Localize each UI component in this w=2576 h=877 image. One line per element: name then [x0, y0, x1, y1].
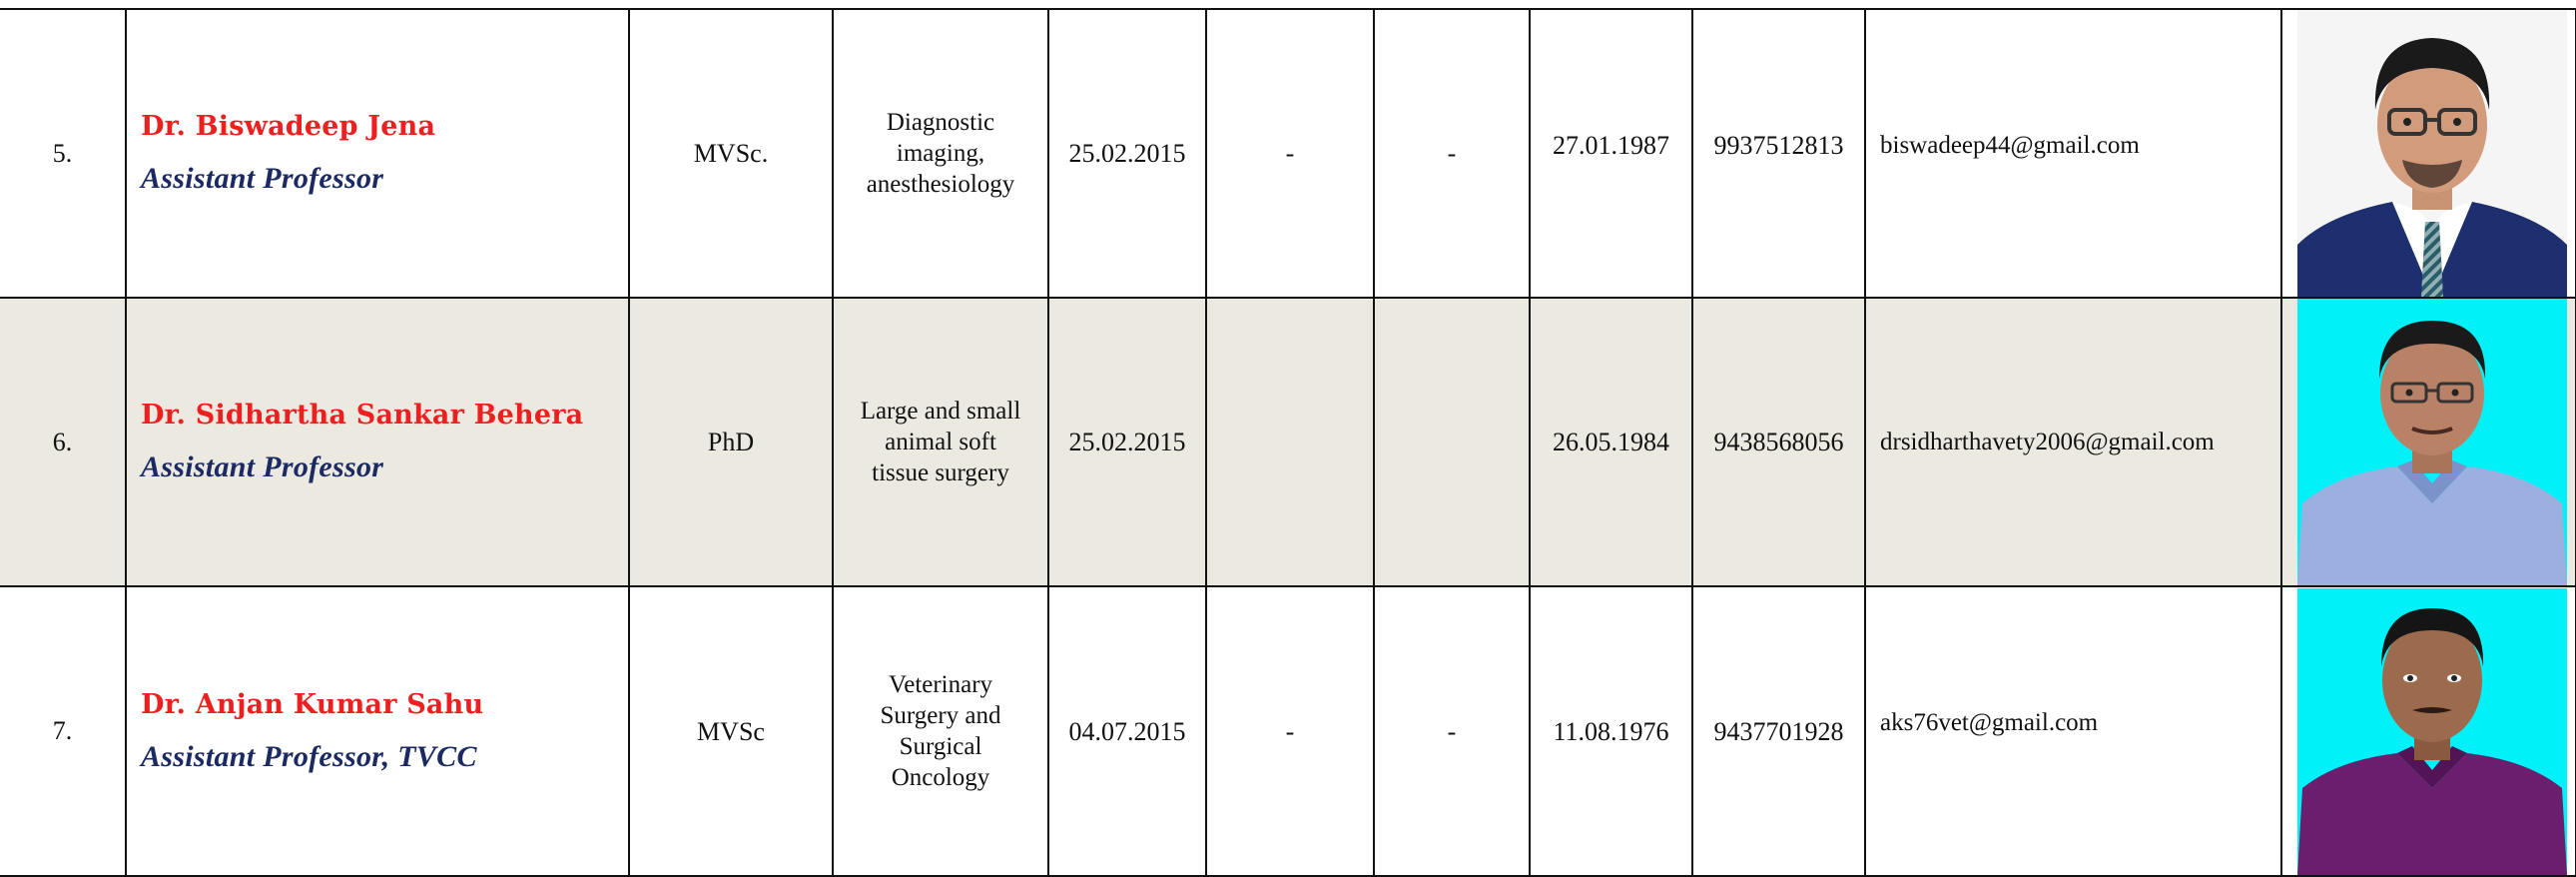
- photo-cell: [2281, 9, 2576, 298]
- serial-number-cell: [0, 9, 126, 298]
- portrait-image: [2297, 299, 2567, 585]
- serial-number: 5.: [52, 138, 73, 168]
- specialization-line: imaging,: [896, 140, 985, 167]
- column-6-cell: [1206, 586, 1374, 876]
- column-7-cell: [1374, 9, 1530, 298]
- qualification: MVSc: [697, 716, 765, 746]
- name-cell: [126, 586, 629, 876]
- column-7-cell: [1374, 586, 1530, 876]
- specialization-line: Diagnostic: [886, 109, 995, 136]
- joining-date-cell: [1048, 586, 1206, 876]
- column-7-value: -: [1447, 716, 1457, 746]
- specialization-cell: [833, 9, 1048, 298]
- column-6-cell: [1206, 9, 1374, 298]
- column-7-cell: [1374, 298, 1530, 586]
- specialization-line: tissue surgery: [872, 459, 1009, 486]
- table-row: [0, 298, 2576, 586]
- serial-number-cell: [0, 298, 126, 586]
- email-address: aks76vet@gmail.com: [1880, 709, 2099, 736]
- faculty-name: Dr. Anjan Kumar Sahu: [141, 688, 484, 720]
- date-of-birth: 27.01.1987: [1553, 131, 1669, 160]
- name-cell: [126, 9, 629, 298]
- joining-date-cell: [1048, 298, 1206, 586]
- name-cell: [126, 298, 629, 586]
- faculty-photo: [2297, 10, 2567, 297]
- phone-number: 9937512813: [1713, 131, 1844, 160]
- date-of-birth: 26.05.1984: [1553, 428, 1669, 456]
- specialization-line: animal soft: [885, 429, 996, 455]
- table-row: [0, 9, 2576, 298]
- specialization-line: Surgery and: [880, 702, 1001, 729]
- specialization-cell: [833, 586, 1048, 876]
- faculty-photo: [2297, 299, 2567, 585]
- phone-cell: [1692, 586, 1865, 876]
- faculty-name: Dr. Sidhartha Sankar Behera: [141, 400, 584, 431]
- phone-cell: [1692, 298, 1865, 586]
- specialization-line: anesthesiology: [866, 171, 1015, 198]
- photo-cell: [2281, 298, 2576, 586]
- joining-date: 25.02.2015: [1068, 139, 1186, 168]
- faculty-designation: Assistant Professor: [141, 162, 384, 195]
- phone-number: 9437701928: [1713, 716, 1844, 746]
- column-6-value: -: [1285, 139, 1295, 168]
- qualification-cell: [629, 586, 833, 876]
- column-6-value: -: [1285, 716, 1295, 746]
- phone-cell: [1692, 9, 1865, 298]
- qualification-cell: [629, 298, 833, 586]
- faculty-designation: Assistant Professor: [141, 450, 384, 483]
- email-cell: [1865, 9, 2281, 298]
- specialization-line: Oncology: [891, 764, 990, 791]
- faculty-table: [0, 8, 2576, 877]
- email-cell: [1865, 298, 2281, 586]
- faculty-name: Dr. Biswadeep Jena: [141, 111, 436, 142]
- joining-date: 04.07.2015: [1068, 716, 1186, 746]
- specialization-line: Veterinary: [888, 671, 993, 698]
- qualification: PhD: [707, 428, 755, 456]
- date-of-birth: 11.08.1976: [1553, 716, 1669, 746]
- phone-number: 9438568056: [1713, 428, 1844, 456]
- serial-number: 6.: [52, 427, 73, 456]
- dob-cell: [1530, 298, 1692, 586]
- column-6-cell: [1206, 298, 1374, 586]
- specialization-line: Large and small: [860, 398, 1021, 425]
- email-address: biswadeep44@gmail.com: [1880, 131, 2140, 159]
- dob-cell: [1530, 586, 1692, 876]
- dob-cell: [1530, 9, 1692, 298]
- column-7-value: -: [1447, 139, 1457, 168]
- qualification: MVSc.: [693, 139, 769, 168]
- joining-date-cell: [1048, 9, 1206, 298]
- qualification-cell: [629, 9, 833, 298]
- email-cell: [1865, 586, 2281, 876]
- portrait-image: [2297, 588, 2567, 875]
- joining-date: 25.02.2015: [1068, 428, 1186, 456]
- specialization-line: Surgical: [899, 733, 982, 760]
- table-row: [0, 586, 2576, 876]
- email-address: drsidharthavety2006@gmail.com: [1880, 428, 2215, 455]
- faculty-designation: Assistant Professor, TVCC: [141, 739, 477, 773]
- serial-number-cell: [0, 586, 126, 876]
- faculty-photo: [2297, 588, 2567, 875]
- specialization-cell: [833, 298, 1048, 586]
- portrait-image: [2297, 10, 2567, 297]
- photo-cell: [2281, 586, 2576, 876]
- serial-number: 7.: [52, 716, 73, 745]
